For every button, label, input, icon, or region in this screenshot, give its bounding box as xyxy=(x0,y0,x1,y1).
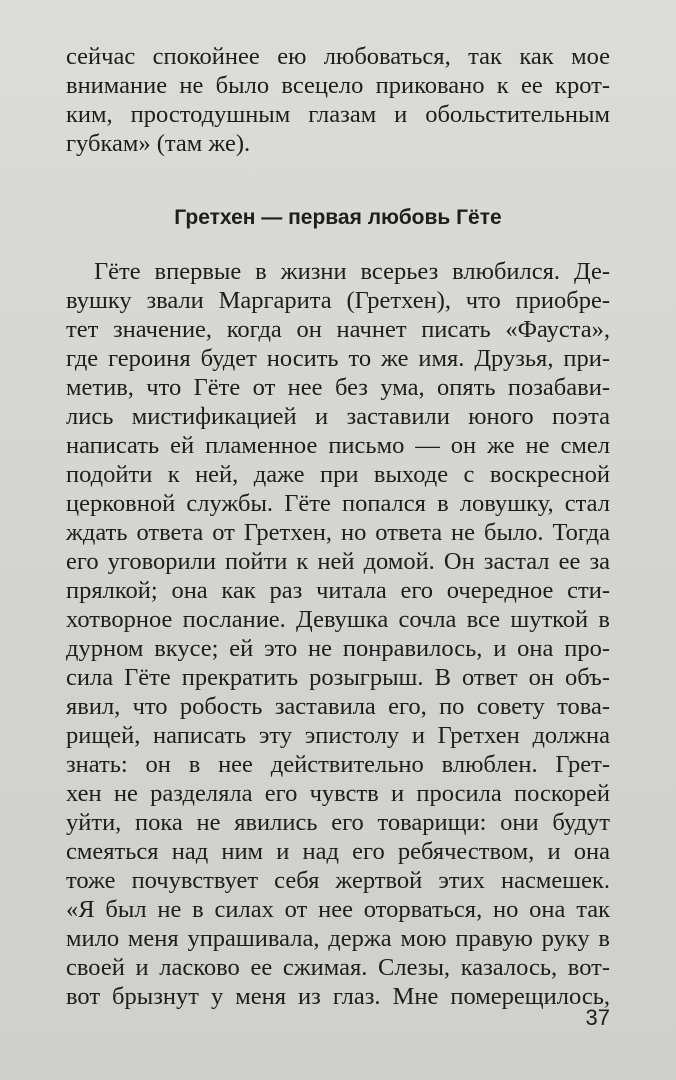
text-line: хотворное послание. Девушка сочла все шуткой в xyxy=(66,606,610,633)
text-line: смеяться над ним и над его ребячеством, и она xyxy=(66,838,610,865)
top-paragraph xyxy=(66,42,610,158)
text-line: сила Гёте прекратить розыгрыш. В ответ он объ- xyxy=(66,664,610,691)
text-line: сейчас спокойнее ею любоваться, так как мое xyxy=(66,43,610,70)
text-line: знать: он в нее действительно влюблен. Грет- xyxy=(66,751,610,778)
text-line: рищей, написать эту эпистолу и Гретхен должна xyxy=(66,722,610,749)
text-line: «Я был не в силах от нее оторваться, но она так xyxy=(66,896,610,923)
text-line: Гёте впервые в жизни всерьез влюбился. Де- xyxy=(94,258,610,285)
text-line: уйти, пока не явились его товарищи: они будут xyxy=(66,809,610,836)
text-line: явил, что робость заставила его, по совету това- xyxy=(66,693,610,720)
text-line: дурном вкусе; ей это не понравилось, и она про- xyxy=(66,635,610,662)
text-line: подойти к ней, даже при выходе с воскресной xyxy=(66,461,610,488)
page-number: 37 xyxy=(585,1005,610,1030)
text-line: ждать ответа от Гретхен, но ответа не было. Тогда xyxy=(66,519,610,546)
text-line: метив, что Гёте от нее без ума, опять позабави- xyxy=(66,374,610,401)
text-line: хен не разделяла его чувств и просила поскорей xyxy=(66,780,610,807)
text-line: лись мистификацией и заставили юного поэта xyxy=(66,403,610,430)
text-line: написать ей пламенное письмо — он же не смел xyxy=(66,432,610,459)
text-line: своей и ласково ее сжимая. Слезы, казалось, вот- xyxy=(66,954,610,981)
section-heading: Гретхен — первая любовь Гёте xyxy=(174,206,502,229)
text-line: мило меня упрашивала, держа мою правую руку в xyxy=(66,925,610,952)
text-line: его уговорили пойти к ней домой. Он застал ее за xyxy=(66,548,610,575)
text-line: где героиня будет носить то же имя. Друзья, при- xyxy=(66,345,610,372)
text-line: губкам» (там же). xyxy=(66,130,251,157)
text-line: прялкой; она как раз читала его очередное сти- xyxy=(66,577,610,604)
text-line: вушку звали Маргарита (Гретхен), что приобре- xyxy=(66,287,610,314)
text-line: вот брызнут у меня из глаз. Мне померещилось, xyxy=(66,983,610,1010)
text-line: тет значение, когда он начнет писать «Фауста», xyxy=(66,316,610,343)
text-line: ким, простодушным глазам и обольстительным xyxy=(66,101,610,128)
text-line: внимание не было всецело приковано к ее крот- xyxy=(66,72,610,99)
text-line: церковной службы. Гёте попался в ловушку, стал xyxy=(66,490,610,517)
main-paragraph xyxy=(66,257,610,1011)
text-line: тоже почувствует себя жертвой этих насмешек. xyxy=(66,867,610,894)
